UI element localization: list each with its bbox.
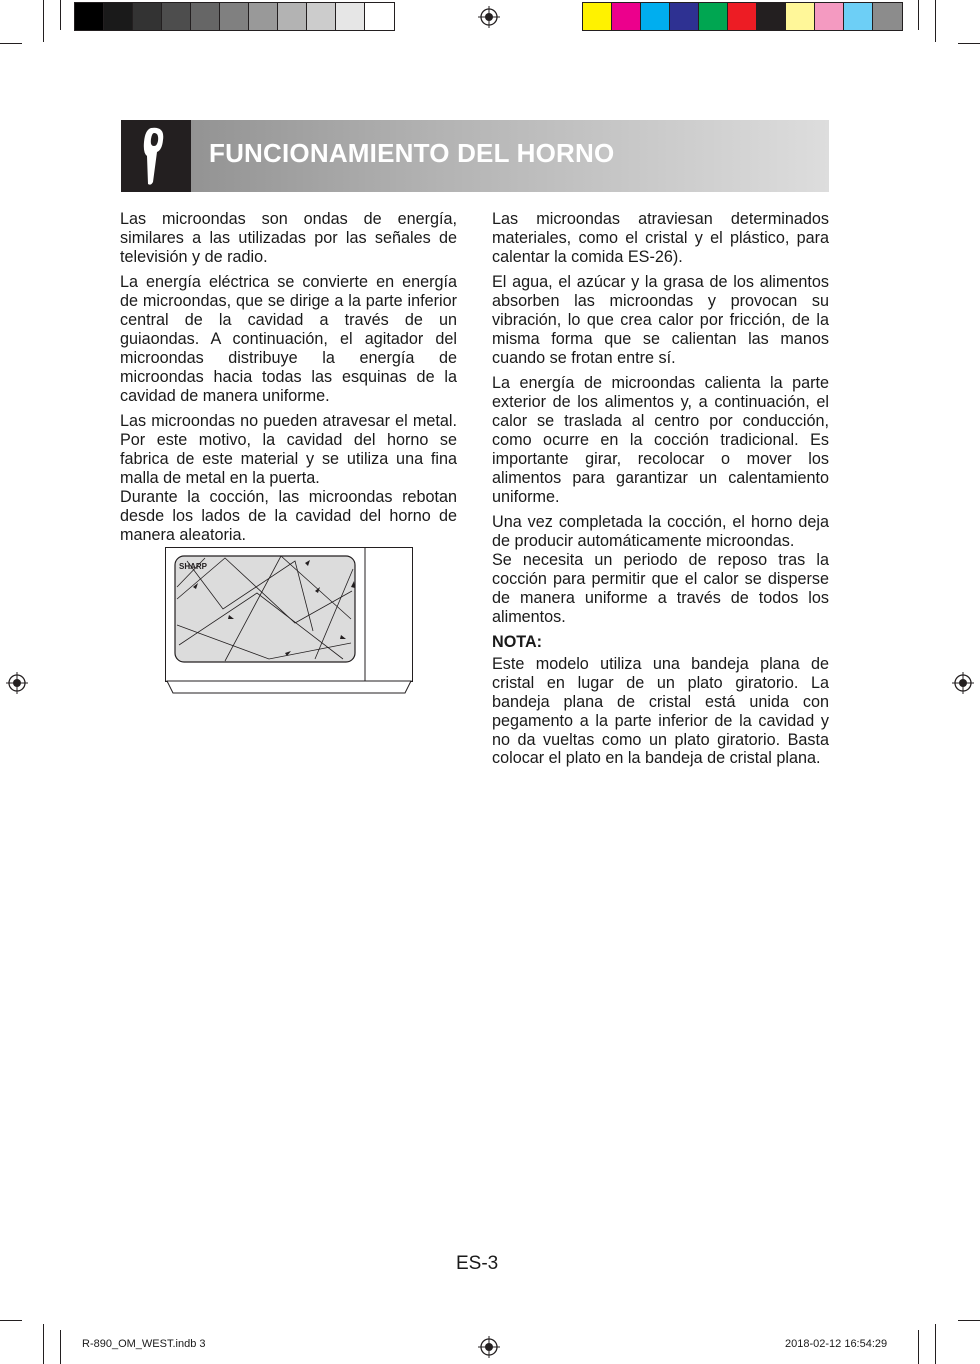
microwave-oven-illustration	[165, 547, 413, 695]
crop-mark	[935, 1324, 936, 1364]
color-swatch	[786, 3, 815, 30]
paragraph: Las microondas son ondas de energía, similares a las utilizadas por las señales de televisión y de radio.	[120, 210, 457, 266]
registration-mark-icon	[478, 1336, 500, 1358]
crop-mark	[0, 1320, 22, 1321]
crop-mark	[958, 1320, 980, 1321]
color-swatch	[583, 3, 612, 30]
crop-mark	[60, 1330, 61, 1364]
color-swatch	[728, 3, 757, 30]
color-swatch	[249, 3, 278, 30]
color-swatch	[162, 3, 191, 30]
color-swatch	[133, 3, 162, 30]
color-swatch	[365, 3, 394, 30]
crop-mark	[918, 1330, 919, 1364]
color-swatch	[699, 3, 728, 30]
crop-mark	[958, 43, 980, 44]
page-title: FUNCIONAMIENTO DEL HORNO	[209, 138, 615, 168]
paragraph: La energía de microondas calienta la parte exterior de los alimentos y, a continuación, el calor se traslada al centro por conducción, como ocurre en la cocción tradicional. Es importante girar, recolocar o mover los alimentos para garantizar un calentamiento uniforme.	[492, 374, 829, 506]
paragraph: Las microondas atraviesan determinados materiales, como el cristal y el plástico, para calentar la comida ES-26).	[492, 210, 829, 266]
info-icon	[121, 120, 191, 192]
color-swatch	[844, 3, 873, 30]
page-number: ES-3	[456, 1253, 499, 1274]
note-text: Este modelo utiliza una bandeja plana de cristal en lugar de un plato giratorio. La bandeja plana de cristal está unida con pegamento a la parte inferior de la cavidad y no da vueltas como un plato giratorio. Basta colocar el plato en la bandeja de cristal plana.	[492, 654, 829, 768]
color-swatch	[104, 3, 133, 30]
color-swatch	[278, 3, 307, 30]
left-column	[120, 210, 457, 551]
paragraph: Las microondas no pueden atravesar el metal. Por este motivo, la cavidad del horno se fabrica de este material y se utiliza una fina malla de metal en la puerta.	[120, 412, 457, 487]
color-swatch	[336, 3, 365, 30]
color-swatch	[757, 3, 786, 30]
crop-mark	[918, 0, 919, 30]
color-swatch	[191, 3, 220, 30]
crop-mark	[0, 43, 22, 44]
color-swatch	[670, 3, 699, 30]
color-swatch	[307, 3, 336, 30]
registration-mark-icon	[478, 6, 500, 28]
paragraph: Se necesita un periodo de reposo tras la cocción para permitir que el calor se disperse de manera uniforme a través de todos los alimentos.	[492, 550, 829, 626]
info-icon-box	[121, 120, 191, 192]
paragraph: El agua, el azúcar y la grasa de los alimentos absorben las microondas y provocan su vibración, lo que crea calor por fricción, de la misma forma que se calientan las manos cuando se frotan entre sí.	[492, 273, 829, 367]
right-column	[492, 210, 829, 775]
crop-mark	[43, 1324, 44, 1364]
paragraph: La energía eléctrica se convierte en energía de microondas, que se dirige a la parte inferior central de la cavidad a través de un guiaondas. A continuación, el agitador del microondas distribuye la energía de microondas hacia todas las esquinas de la cavidad de manera uniforme.	[120, 273, 457, 405]
note-label: NOTA:	[492, 633, 543, 652]
crop-mark	[935, 0, 936, 42]
file-slug: R-890_OM_WEST.indb 3	[82, 1338, 206, 1350]
print-timestamp: 2018-02-12 16:54:29	[785, 1338, 888, 1350]
crop-mark	[60, 0, 61, 30]
color-swatch	[612, 3, 641, 30]
color-swatch	[873, 3, 902, 30]
paragraph: Una vez completada la cocción, el horno deja de producir automáticamente microondas.	[492, 513, 829, 550]
brand-logo: SHARP	[179, 562, 208, 571]
color-swatch	[75, 3, 104, 30]
color-swatch	[815, 3, 844, 30]
color-swatch	[641, 3, 670, 30]
section-header	[121, 120, 829, 192]
registration-mark-icon	[6, 672, 28, 694]
registration-mark-icon	[952, 672, 974, 694]
crop-mark	[43, 0, 44, 42]
color-swatch	[220, 3, 249, 30]
color-calibration-bar	[582, 2, 903, 31]
paragraph: Durante la cocción, las microondas rebotan desde los lados de la cavidad del horno de manera aleatoria.	[120, 487, 457, 544]
gray-calibration-bar	[74, 2, 395, 31]
